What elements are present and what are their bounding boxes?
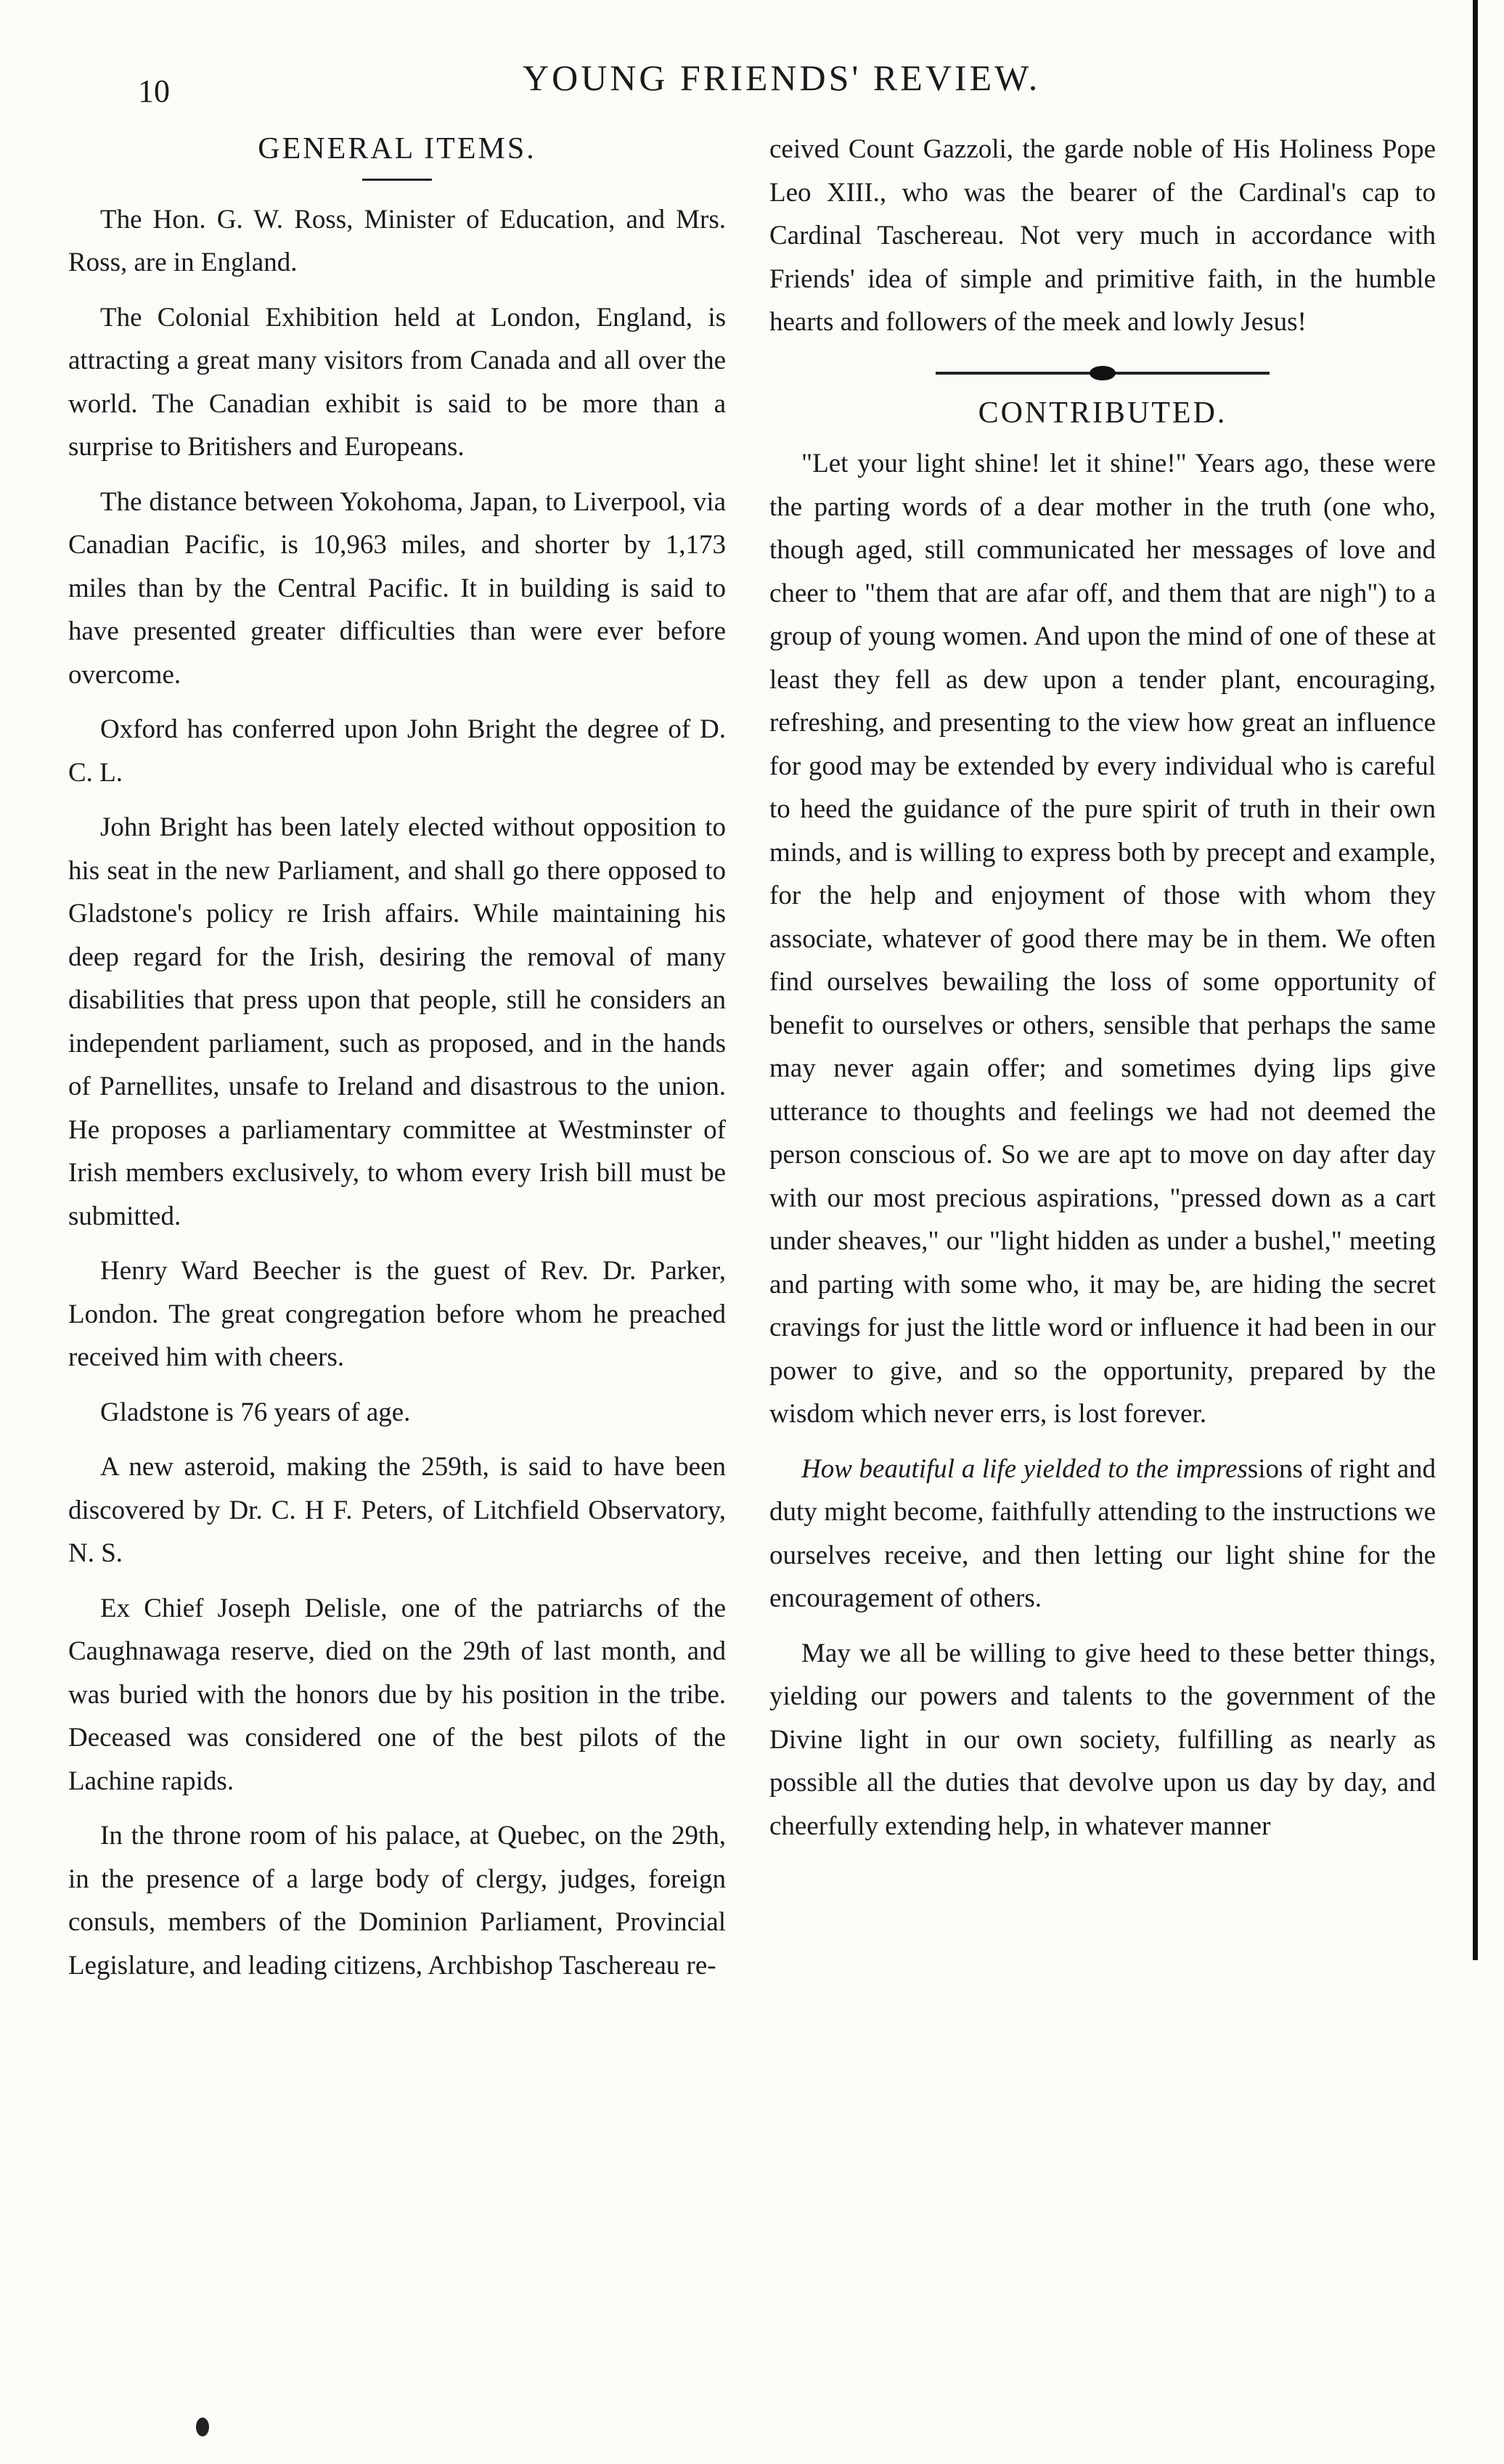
news-item: A new asteroid, making the 259th, is said to have been discovered by Dr. C. H F. Peters, of Litchfield Observatory, N. S. [68,1452,726,1568]
left-column [68,128,726,1999]
news-item: John Bright has been lately elected without opposition to his seat in the new Parliament, and shall go there opposed to Gladstone's policy re Irish affairs. While maintaining his deep regard for the Irish, desiring the removal of many disabilities that press upon that people, still he considers an independent parliament, such as proposed, and in the hands of Parnellites, unsafe to Ireland and disastrous to the union. He proposes a parliamentary committee at Westminster of Irish members exclusively, to whom every Irish bill must be submitted. [68,812,726,1231]
print-speck [196,2418,209,2436]
italic-lead: How beautiful a life yielded to the impres [801,1453,1248,1484]
news-item: In the throne room of his palace, at Quebec, on the 29th, in the presence of a large body of clergy, judges, foreign consuls, members of the Dominion Parliament, Provincial Legislature, and leading citizens, Archbishop Taschereau re- [68,1821,726,1980]
section-heading-general-items: GENERAL ITEMS. [258,132,536,166]
ornament-icon [1090,366,1116,380]
running-title: YOUNG FRIENDS' REVIEW. [523,57,1041,98]
contributed-paragraph: "Let your light shine! let it shine!" Years ago, these were the parting words of a dear mother in the truth (one who, though aged, still communicated her messages of love and cheer to "them that are afar off, and them that are nigh") to a group of young women. And upon the mind of one of these at least they fell as dew upon a tender plant, encouraging, refreshing, and presenting to the view how great an influence for good may be extended by every individual who is careful to heed the guidance of the pure spirit of truth in their own minds, and is willing to express both by precept and example, for the help and enjoyment of those with whom they associate, whatever of good there may be in them. We often find ourselves bewailing the loss of some opportunity of benefit to ourselves or others, sensible that perhaps the same may never again offer; and sometimes dying lips give utterance to thoughts and feelings we had not deemed the person conscious of. So we are apt to move on day after day with our most precious aspirations, "pressed down as a cart under sheaves," our "light hidden as under a bushel," meeting and parting with some who, it may be, are hiding the secret cravings for just the little word or influence it had been in our power to give, and so the opportunity, prepared by the wisdom which never errs, is lost forever. [769,449,1436,1429]
italic-rest: sions of right and duty might become, faithfully attending to the instructions we ourselves receive, and then letting our light shine for the encouragement of others. [769,1453,1436,1613]
news-item: Henry Ward Beecher is the guest of Rev. Dr. Parker, London. The great congregation before whom he preached received him with cheers. [68,1256,726,1372]
news-item: The Hon. G. W. Ross, Minister of Education, and Mrs. Ross, are in England. [68,204,726,277]
news-item: The distance between Yokohoma, Japan, to Liverpool, via Canadian Pacific, is 10,963 miles, and shorter by 1,173 miles than by the Central Pacific. It in building is said to have presented greater difficulties than were ever before overcome. [68,486,726,690]
page-number: 10 [138,73,170,109]
ornamental-divider [936,372,1270,375]
page-header [0,41,1504,113]
continued-paragraph: ceived Count Gazzoli, the garde noble of His Holiness Pope Leo XIII., who was the bearer of the Cardinal's cap to Cardinal Taschereau. Not very much in accordance with Friends' idea of simple and primitive faith, in the humble hearts and followers of the meek and lowly Jesus! [769,134,1436,337]
closing-paragraph: May we all be willing to give heed to these better things, yielding our powers and talents to the government of the Divine light in our own society, fulfilling as nearly as possible all the duties that devolve upon us day by day, and cheerfully extending help, in whatever manner [769,1638,1436,1841]
news-item: The Colonial Exhibition held at London, England, is attracting a great many visitors from Canada and all over the world. The Canadian exhibit is said to be more than a surprise to Britishers and Europeans. [68,302,726,462]
right-column [769,128,1436,1859]
news-item: Gladstone is 76 years of age. [100,1397,411,1427]
contributed-paragraph-italic [769,1448,1436,1620]
heading-divider [362,179,432,181]
right-margin-rule [1473,0,1478,1960]
section-heading-contributed: CONTRIBUTED. [978,396,1227,430]
news-item: Ex Chief Joseph Delisle, one of the patriarchs of the Caughnawaga reserve, died on the 29th of last month, and was buried with the honors due by his position in the tribe. Deceased was considered one of the best pilots of the Lachine rapids. [68,1593,726,1796]
news-item: Oxford has conferred upon John Bright the degree of D. C. L. [68,714,726,788]
